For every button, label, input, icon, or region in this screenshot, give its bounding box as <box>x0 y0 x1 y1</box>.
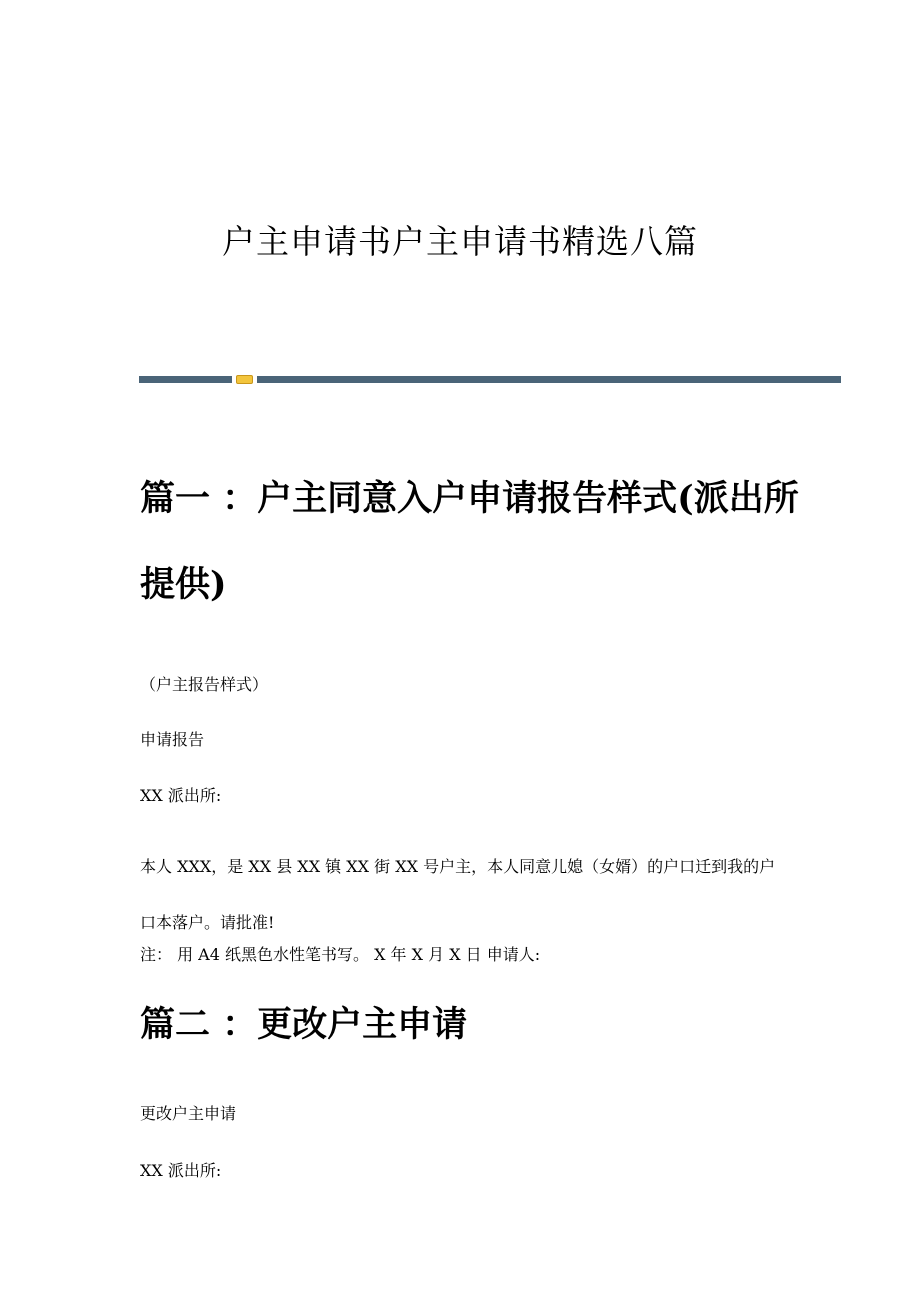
section-2-heading: 篇二 ：更改户主申请 <box>140 1004 468 1045</box>
title-divider <box>139 375 841 384</box>
document-title: 户主申请书户主申请书精选八篇 <box>222 222 698 261</box>
section-1-line-3: XX 派出所: <box>140 786 222 805</box>
divider-ornament-icon <box>236 375 253 384</box>
divider-bar-left <box>139 376 232 383</box>
section-1-line-1: （户主报告样式） <box>140 675 269 694</box>
section-1-line-5: 注： 用 A4 纸黑色水性笔书写。 X 年 X 月 X 日 申请人: <box>140 945 541 964</box>
divider-bar-right <box>257 376 841 383</box>
section-2-line-1: 更改户主申请 <box>140 1104 237 1123</box>
section-2-line-2: XX 派出所: <box>140 1161 222 1180</box>
section-1-heading: 篇一 ：户主同意入户申请报告样式(派出所提供) <box>140 478 799 605</box>
section-1-line-2: 申请报告 <box>140 730 205 749</box>
section-1-line-4: 本人 XXX，是 XX 县 XX 镇 XX 街 XX 号户主，本人同意儿媳（女婿）的户口迁到我的户口本落户。请批准! <box>140 857 776 932</box>
